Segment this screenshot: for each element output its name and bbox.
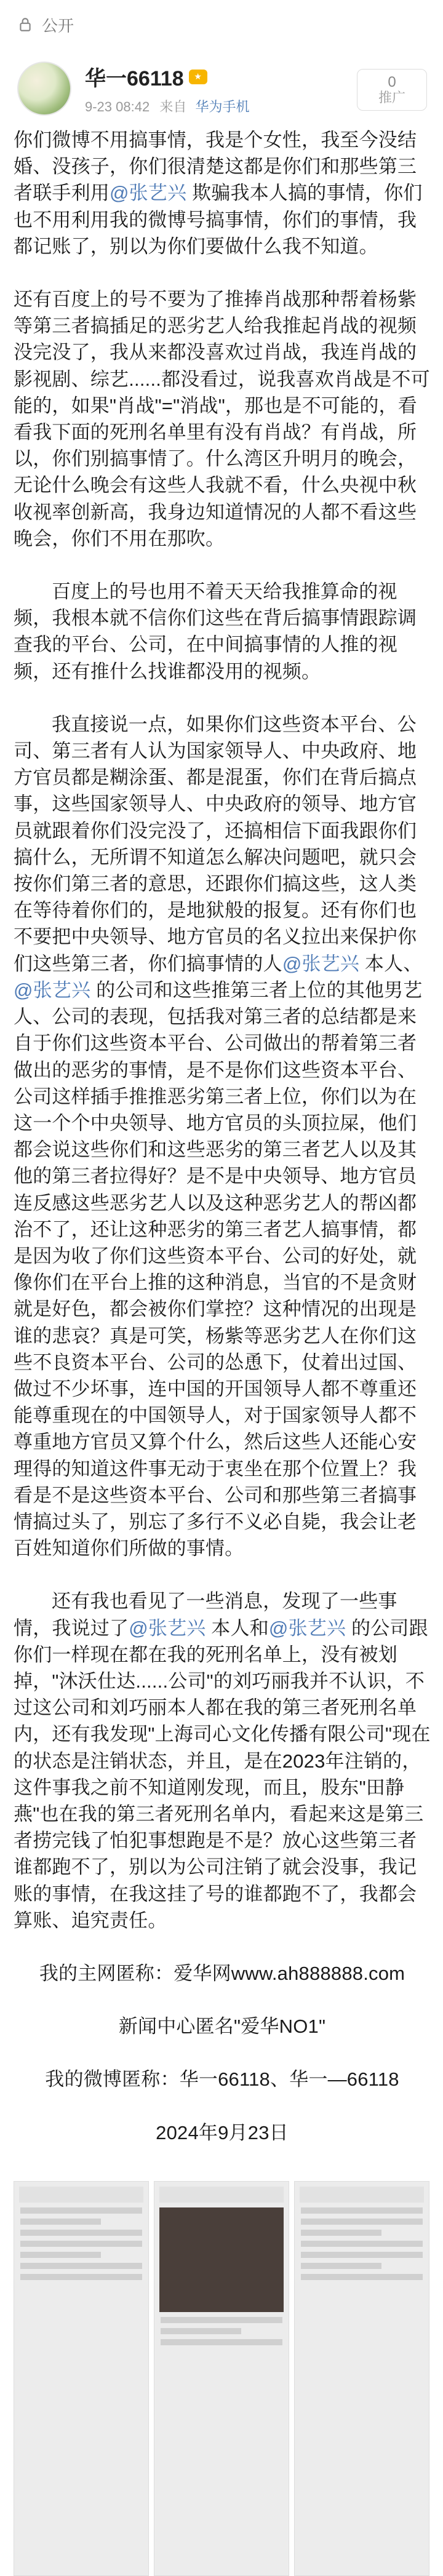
from-label: 来自	[159, 99, 187, 114]
weibo-line: 我的微博匿称：华一66118、华一—66118	[45, 2068, 399, 2091]
avatar[interactable]	[17, 62, 71, 116]
promote-count: 0	[388, 73, 396, 90]
mention-link[interactable]: @张艺兴	[268, 1617, 346, 1639]
paragraph-text: 你们微博不用搞事情，我是个女性，我至今没结婚、没孩子，你们很清楚这都是你们和那些第三者联手利用	[14, 129, 417, 204]
paragraph-text: 还有我也看见了一些消息，发现了一些事情，我说过了	[14, 1590, 397, 1639]
paragraph-text: 的公司和这些推第三者上位的其他男艺人、公司的表现，包括我对第三者的总结都是来自于你们这些资本平台、公司做出的帮着第三者做出的恶劣的事情，是不是你们这些资本平台、公司这样插手推推恶劣第三者上位，你们以为在这一个个中央领导、地方官员的头顶拉屎，他们都会说这些你们和这些恶劣的第三者艺人以及其他的第三者拉得好？是不是中央领导、地方官员连反感这些恶劣艺人以及这种恶劣艺人的帮凶都治不了，还让这种恶劣的第三者艺人搞事情，都是因为收了你们这些资本平台、公司的好处，就像你们在平台上推的这种消息，当官的不是贪财就是好色，都会被你们掌控？这种情况的出现是谁的悲哀？真是可笑，杨紫等恶劣艺人在你们这些不良资本平台、公司的怂恿下，仗着出过国、做过不少坏事，连中国的开国领导人都不尊重还能尊重现在的中国领导人，对于国家领导人都不尊重地方官员又算个什么，然后这些人还能心安理得的知道这件事无动于衷坐在那个位置上？我看是不是这些资本平台、公司和那些第三者搞事情搞过头了，别忘了多行不义必自毙，我会让老百姓知道你们所做的事情。	[14, 979, 423, 1560]
attachment-image-2[interactable]	[154, 2181, 289, 2576]
paragraph-text: 我直接说一点，如果你们这些资本平台、公司、第三者有人认为国家领导人、中央政府、地方官员都是糊涂蛋、都是混蛋，你们在背后搞点事，这些国家领导人、中央政府的领导、地方官员就跟着你们没完没了，还搞相信下面我跟你们搞什么，无所谓不知道怎么解决问题吧，就只会按你们第三者的意思，还跟你们搞这些，这人类在等待着你们的，是地狱般的报复。	[14, 713, 417, 922]
author-meta	[85, 62, 249, 116]
attachment-images	[0, 2172, 443, 2576]
mention-link[interactable]: @张艺兴	[14, 979, 91, 1001]
promote-button[interactable]	[357, 69, 427, 111]
post-paragraph-1	[14, 127, 431, 260]
paragraph-text: 欺骗我本人搞的事情，你们也不用利用我的微博号搞事情，你们的事情，我都记账了，别以为你们要做什么我不知道。	[14, 182, 423, 257]
post-paragraph-2: 还有百度上的号不要为了推捧肖战那种帮着杨紫等第三者搞插足的恶劣艺人给我推起肖战的视频没完没了，我从来都没喜欢过肖战，我连肖战的影视剧、综艺......都没看过，说我喜欢肖战是不可能的，如果"肖战"="消战"，那也是不可能的，看看我下面的死刑名单里有没有肖战？有肖战，所以，你们别搞事情了。什么湾区升明月的晚会，无论什么晚会有这些人我就不看，什么央视中秋收视率创新高，我身边知道情况的人都不看这些晚会，你们不用在那吹。	[14, 289, 430, 549]
paragraph-text: 还有你们也不要把中央领导、地方官员的名义拉出来保护你们这些第三者，你们搞事情的人	[14, 899, 417, 975]
mention-link[interactable]: @张艺兴	[129, 1617, 206, 1639]
visibility-bar	[0, 0, 443, 49]
mention-link[interactable]: @张艺兴	[110, 182, 187, 204]
lock-icon	[17, 17, 33, 33]
post-paragraph-3: 百度上的号也用不着天天给我推算命的视频，我根本就不信你们这些在背后搞事情跟踪调查我的平台、公司，在中间搞事情的人推的视频，还有推什么找谁都没用的视频。	[14, 581, 417, 682]
promote-label: 推广	[378, 90, 405, 106]
post-paragraph-5	[14, 1588, 431, 1934]
post-header	[0, 49, 443, 127]
post-body	[0, 127, 443, 2146]
news-line: 新闻中心匿名"爱华NO1"	[118, 2016, 326, 2038]
vip-badge-icon: ★	[189, 70, 207, 84]
post-date-line: 2024年9月23日	[156, 2121, 289, 2143]
paragraph-text: 本人和	[206, 1617, 269, 1639]
post-source[interactable]: 华为手机	[195, 99, 250, 114]
author-name[interactable]: 华一66118	[85, 67, 184, 90]
post-paragraph-4	[14, 711, 431, 1562]
post-date: 9-23 08:42	[85, 99, 150, 114]
paragraph-text: 本人、	[359, 952, 423, 975]
post-meta	[85, 97, 249, 116]
attachment-image-1[interactable]	[14, 2181, 149, 2576]
visibility-label: 公开	[42, 16, 74, 35]
homepage-line: 我的主网匿称：爱华网www.ah888888.com	[39, 1963, 405, 1984]
mention-link[interactable]: @张艺兴	[282, 952, 360, 975]
attachment-image-3[interactable]	[294, 2181, 429, 2576]
paragraph-text: 的公司跟你们一样现在都在我的死刑名单上，没有被划掉，"沐沃仕达......公司"的刘巧丽我并不认识，不过这公司和刘巧丽本人都在我的第三者死刑名单内，还有我发现"上海司心文化传播有限公司"现在的状态是注销状态，并且，是在2023年注销的，这件事我之前不知道刚发现，而且，股东"田静燕"也在我的第三者死刑名单内，看起来这是第三者捞完钱了怕犯事想跑是不是？放心这些第三者谁都跑不了，别以为公司注销了就会没事，我记账的事情，在我这挂了号的谁都跑不了，我都会算账、追究责任。	[14, 1617, 431, 1931]
